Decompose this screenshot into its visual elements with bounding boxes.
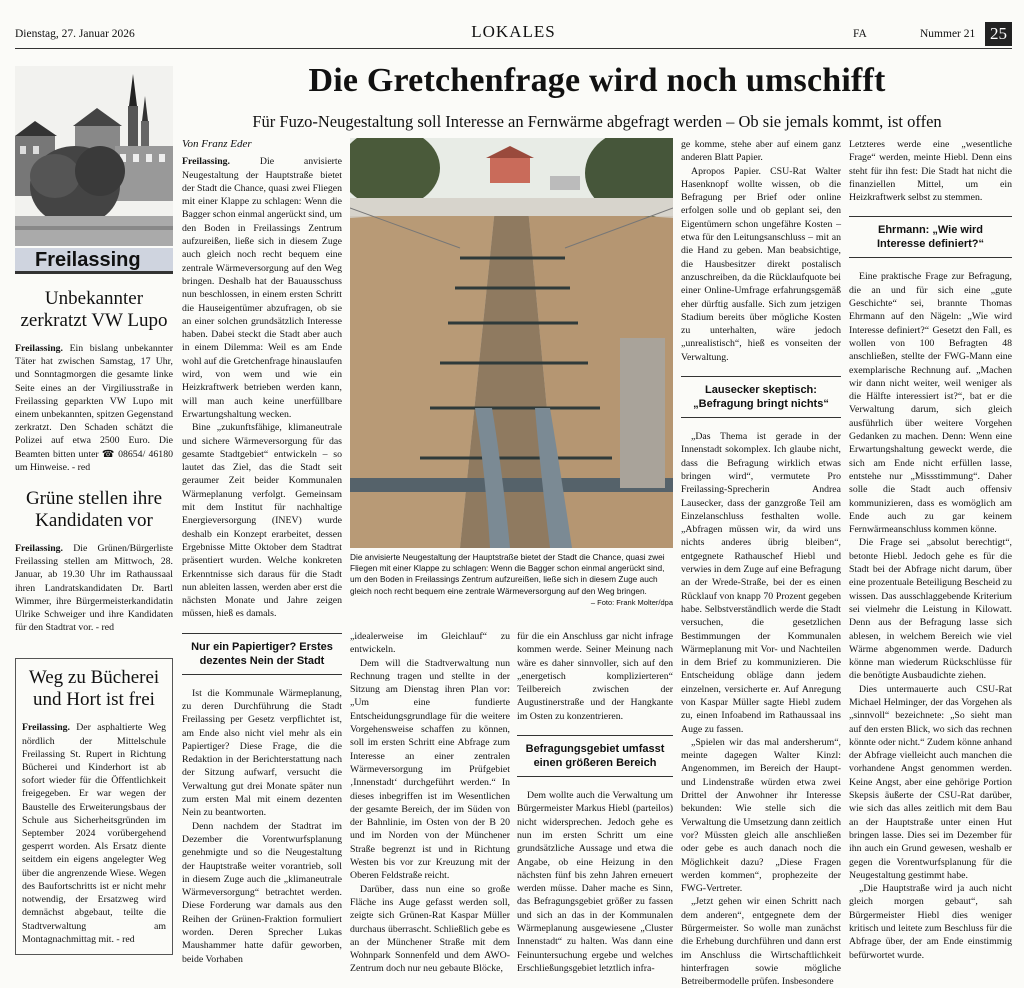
article-paragraph: Denn nachdem der Stadtrat im Dezember die Vorentwurfsplanung genehmigte und so die Neugestaltung der Hauptstraße weiter vorantrieb, soll in diesem Zuge auch die „klimaneutrale Wärmeversorgung“ betrachtet werden. Diese Forderung war damals aus den Reihen der Grünen-Fraktion formuliert worden. Deren Sprecher Lukas Maushammer hatte dafür geworben, beide Vorhaben xyxy=(182,820,342,965)
article-column-1 xyxy=(182,138,342,966)
article-text: Die anvisierte Neugestaltung der Hauptstraße bietet der Stadt die Chance, quasi zwei Fliegen mit einer Klappe zu schlagen: Wenn die Bagger schon einmal angerückt sind, um den Boden in Freilassings Zentrum aufzureißen, ließe sich in diesem Zuge auch gleich noch recht bequem eine zentrale Wärmeversorgung auf den Weg bringen. Deshalb hat der Bauausschuss nun beschlossen, in einem ersten Schritt die Hauseigentümer abzufragen, ob sie an einer solchen grundsätzlich Interesse haben. Dabei steckt die Stadt aber auch in einem Dilemma: Weil es am Ende wohl auf die Gretchenfrage hinauslaufen wird, von wem und wie ein Heizkraftwerk betrieben werden kann, will man auch keine unerfüllbare Erwartungshaltung wecken. xyxy=(182,156,342,420)
story1-headline: Unbekannter zerkratzt VW Lupo xyxy=(20,288,168,331)
article-paragraph: Dem will die Stadtverwaltung nun Rechnung tragen und stellte in der Sitzung am Dienstag ihren Plan vor: „Um eine fundierte Entscheidungsgrundlage für die weitere Vorgehensweise schaffen zu können, soll im ersten Schritt eine Abfrage zum Interesse an einer zentralen Wärmeversorgung im Prüfgebiet ‚Innenstadt‘ durchgeführt werden.“ In dieses inbegriffen ist im Wesentlichen der gesamte Bereich, der im Süden von der Bahnlinie, im Osten von der B 20 und im Norden von der Münchener Straße begrenzt ist und in Richtung Westen bis vor zur Kreuzung mit der Oberen Feldstraße reicht. xyxy=(350,657,510,882)
story3-text: Der asphaltierte Weg nördlich der Mittelschule Freilassing St. Rupert in Richtung Bücherei und Kinderhort ist ab sofort wieder für die Öffentlichkeit freigegeben. Er war wegen der Baustelle des Erweiterungsbaus der Schule aus Sicherheitsgründen im September 2024 vorübergehend gesperrt worden. Als Ersatz diente seitdem ein eigens angelegter Weg über die angrenzende Wiese. Wegen des Baufortschritts ist er nicht mehr notwendig, der Ersatzweg wird demnächst abgebaut, teilte die Stadtverwaltung am Montagnachmittag mit. - red xyxy=(22,722,166,945)
article-paragraph: „idealerweise im Gleichlauf“ zu entwickeln. xyxy=(350,631,510,656)
subhead-lausecker: Lausecker skeptisch: „Befragung bringt nichts“ xyxy=(681,376,841,418)
story2-text: Die Grünen/Bürgerliste Freilassing stellen am Mittwoch, 28. Januar, ab 19.30 Uhr im Rathaussaal ihren Landratskandidaten Dr. Bartl Wimmer, ihre Bürgermeisterkandidatin Ulrike Schweiger und ihre Kandidaten für den Stadtrat vor. - red xyxy=(15,543,173,634)
issue-date: Dienstag, 27. Januar 2026 xyxy=(15,28,135,40)
story2-dateline: Freilassing. xyxy=(15,543,63,555)
photo-credit: – Foto: Frank Molter/dpa xyxy=(590,597,673,607)
construction-site-photo xyxy=(350,138,673,548)
story1-dateline: Freilassing. xyxy=(15,343,63,354)
article-paragraph: Letzteres werde eine „wesentliche Frage“ werden, meinte Hiebl. Denn eins steht für ihn fest: Die Stadt hat nicht die finanziellen Mittel, um ein Heizkraftwerk selbst zu stemmen. xyxy=(849,139,1012,204)
article-paragraph: Dem wollte auch die Verwaltung um Bürgermeister Markus Hiebl (parteilos) nicht widersprechen. Jedoch gehe es nun im ersten Schritt um eine grundsätzliche Aussage und etwa die Angabe, ob eine Heizung in den nächsten fünf bis zehn Jahren erneuert werden müsse. Daher mache es Sinn, das Befragungsgebiet größer zu fassen und sich an das in der Kommunalen Wärmeplanung ausgewiesene „Cluster Innenstadt“ zu halten. Was dann eine Feinuntersuchung ergebe und welches Erschließungsgebiet letztlich infra- xyxy=(517,790,673,974)
article-subtitle: Für Fuzo-Neugestaltung soll Interesse an Fernwärme abgefragt werden – Ob sie jemals kommt, ist offen xyxy=(252,112,942,131)
article-paragraph: „Das Thema ist gerade in der Innenstadt sokomplex. Ich glaube nicht, dass die Befragung wirklich etwas bringen wird“, vermutete Pro Freilassing-Sprecherin Andrea Lausecker, dass der ganzgroße Teil am Einzelanschluss festhalten wolle. „Abfragen müssen wir, da wird uns nichts anderes übrig bleiben“, entgegnete Rathauschef Hiebl und verwies in dem Zuge auf eine Befragung an der Wrede-Straße, bei der es einen Rücklauf von knapp 70 Prozent gegeben habe. Selbstverständlich werde die Stadt versuchen, die gesetzlichen Bestimmungen der Kommunalen Wärmeplanung mit Vor- und Nachteilen in dem Brief zu kommunizieren. Die Entscheidung obläge dann jedem einzelnen, versicherte er. Auf Anregung von Kaspar Müller sagte Hiebl zudem zu, einen Infoabend im Rathaussaal ins Auge zu fassen. xyxy=(681,431,841,735)
town-label: Freilassing xyxy=(15,248,173,274)
subhead-befragungsgebiet: Befragungsgebiet umfasst einen größeren Bereich xyxy=(517,735,673,777)
article-column-5 xyxy=(849,138,1012,962)
article-paragraph: Darüber, dass nun eine so große Fläche ins Auge gefasst werden soll, zeigte sich Grünen-Rat Kaspar Müller durchaus überrascht. Schließlich gebe es an der Münchener Straße mit dem Wohnpark Sonnenfeld und dem AWO-Zentrum doch nur neu gebaute Blöcke, xyxy=(350,883,510,975)
article-paragraph: Die Frage sei „absolut berechtigt“, betonte Hiebl. Jedoch gehe es für die Stadt bei der Abfrage nicht darum, über eine prozentuale Beteiligung Bescheid zu wissen. Das ausschlaggebende Kriterium sei vielmehr die Leistung in Kilowatt. Denn aus der Befragung lasse sich ablesen, in welchem Bereich wie viel Wärme abgenommen werde. Dadurch könne man wiederum Rückschlüsse für die benötigte Ausbaudichte ziehen. xyxy=(849,537,1012,682)
story2-body xyxy=(15,542,173,634)
article-title: Die Gretchenfrage wird noch umschifft xyxy=(308,62,886,99)
story3-body xyxy=(22,721,166,945)
caption-text: Die anvisierte Neugestaltung der Hauptstraße bietet der Stadt die Chance, quasi zwei Fliegen mit einer Klappe zu schlagen: Wenn die Bagger schon einmal angerückt sind, um den Boden in Freilassings Zentrum aufzureißen, ließe sich in diesem Zuge auch gleich noch recht bequem eine zentrale Wärmeversorgung auf den Weg bringen. xyxy=(350,552,665,596)
header-rule xyxy=(15,48,1012,49)
story1-body xyxy=(15,342,173,474)
photo-caption xyxy=(350,552,673,608)
article-paragraph: für die ein Anschluss gar nicht infrage kommen werde. Seiner Meinung nach wäre es daher sinnvoller, sich auf den „energetisch komplizierteren“ Teilbereich zwischen der Augustinerstraße und der Hangkante im Osten zu konzentrieren. xyxy=(517,631,673,722)
story3-headline: Weg zu Bücherei und Hort ist frei xyxy=(28,667,160,711)
subhead-ehrmann: Ehrmann: „Wie wird Interesse definiert?“ xyxy=(849,216,1012,258)
article-paragraph xyxy=(182,155,342,421)
story2-headline: Grüne stellen ihre Kandidaten vor xyxy=(25,488,163,532)
sidebar xyxy=(15,66,173,955)
article-paragraph: „Die Hauptstraße wird ja auch nicht gleich morgen gebaut“, sah Bürgermeister Hiebl dies weniger kritisch und leitete zum Beschluss für die Abfrage über, der am Ende einstimmig befürwortet wurde. xyxy=(849,883,1012,961)
town-skyline-photo xyxy=(15,66,173,246)
article-paragraph: Eine praktische Frage zur Befragung, die an und für sich eine „gute Geschichte“ sei, brannte Thomas Ehrmann auf den Nägeln: „Wie wird Interesse definiert?“ Gesetzt den Fall, es wollen von 100 Befragten 48 anschließen, stellte der FWG-Mann eine exemplarische Rechnung auf. „Machen wir dann nicht weiter, weil weniger als die Hälfte interessiert ist?“, bat er die Verwaltung darum, sich gleich ausführlich über weitere Vorgehen Gedanken zu machen. Denn: Wenn eine Erwartungshaltung geweckt werde, die sich am Ende nicht erfüllen lasse, entstehe nur „Missstimmung“. Daher solle die Stadt auch offensiv kommunizieren, dass es womöglich am Ende auch zu gar keinem Fernwärmeanschluss kommen könne. xyxy=(849,271,1012,536)
article-paragraph: „Spielen wir das mal andersherum“, meinte dagegen Walter Kinzl: Angenommen, im Bereich der Haupt- und Lindenstraße würden etwa zwei Drittel der Anwohner ihr Interesse bekunden: Wie stelle sich die Verwaltung die Umsetzung dann zeitlich vor? Müssten gleich alle anschließen oder gebe es auch danach noch die Möglichkeit dazu? „Diese Fragen werden kommen“, prophezeite der FWG-Vertreter. xyxy=(681,736,841,895)
page-header xyxy=(15,22,1012,46)
article-paragraph: Apropos Papier. CSU-Rat Walter Hasenknopf wollte wissen, ob die Befragung per Brief oder online erfolgen solle und ob geplant sei, den Eigentümern schon ungefähre Kosten – etwa für den Leitungsanschluss – mit an die Hand zu geben. Man beabsichtige, die Hausbesitzer direkt postalisch anzuschreiben, da die Rücklaufquote bei einer Online-Umfrage erfahrungsgemäß eher dürftig ausfalle. Sich zum jetzigen Stadium bereits über mögliche Kosten zu unterhalten, wäre jedoch „unrealistisch“, hieß es vonseiten der Verwaltung. xyxy=(681,165,841,363)
subhead-papiertiger: Nur ein Papiertiger? Erstes dezentes Nein der Stadt xyxy=(182,633,342,675)
story1-text: Ein bislang unbekannter Täter hat zwischen Samstag, 17 Uhr, und Sonntagmorgen die gesamte linke Seite eines an der Virgiliusstraße in Freilassing geparkten VW Lupo mit einem unbekannten, spitzen Gegenstand zerkratzt. Den Schaden schätzt die Polizei auf etwa 2500 Euro. Die Beamten bitten unter ☎ 08654/ 46180 um Hinweise. - red xyxy=(15,343,173,473)
article-column-4 xyxy=(681,138,841,988)
paper-abbreviation: FA xyxy=(853,28,867,40)
article-column-2 xyxy=(350,630,510,976)
article-column-3 xyxy=(517,630,673,975)
article-paragraph: Dies untermauerte auch CSU-Rat Michael Helminger, der das Vorgehen als „sinnvoll“ bezeichnete: „So sieht man auf den ersten Blick, wo sich das rechnen könnte oder nicht.“ Zudem könne anhand der Abfrage vielleicht auch manchen die vorhandene Angst genommen werden. Keine Angst, aber eine gehörige Portion Skepsis äußerte der CSU-Rat darüber, wie sich das alles zeitlich mit dem Bau an der Hauptstraße unter einen Hut bringen lasse. Dies sei im Dezember für ihn auch ein Grund gewesen, weshalb er gegen die Vorentwurfsplanung für die Neugestaltung gestimmt habe. xyxy=(849,683,1012,881)
article-paragraph: Ist die Kommunale Wärmeplanung, zu deren Durchführung die Stadt Freilassing per Gesetz verpflichtet ist, am Ende also nicht viel mehr als ein Papiertiger? Diese Frage, die die Redaktion in der Berichterstattung nach der Sitzung aufwarf, versucht die Verwaltung gut drei Monate später nun zum ersten Mal mit einem dezenten Nein zu beantworten. xyxy=(182,687,342,819)
story3-dateline: Freilassing. xyxy=(22,722,70,734)
section-title: LOKALES xyxy=(471,22,556,41)
article-paragraph: „Jetzt gehen wir einen Schritt nach dem anderen“, entgegnete dem der Bürgermeister. So wolle man zunächst die Erhebung durchführen und dann erst im Anschluss die Wirtschaftlichkeit hinterfragen sowie mögliche Betreibermodelle prüfen. Insbesondere xyxy=(681,896,841,988)
article-author: Von Franz Eder xyxy=(182,138,252,150)
story3-box xyxy=(15,658,173,954)
article-dateline: Freilassing. xyxy=(182,156,230,168)
article-paragraph: Bine „zukunftsfähige, klimaneutrale und sichere Wärmeversorgung für das gesamte Stadtgebiet“ entwickeln – so lautet das Ziel, das die Stadt seit geraumer Zeit beider Kommunalen Wärmeplanung verfolgt. Gemeinsam mit dem Institut für nachhaltige Energieversorgung (INEV) wurde deshalb ein Konzept erarbeitet, dessen Ergebnisse Mitte Oktober dem Stadtrat präsentiert wurden. Welche konkreten Erkenntnisse sich daraus für die Stadt nun ableiten lassen, werden aber erst die nächsten Monate und Jahre zeigen müssen, hieß es damals. xyxy=(182,422,342,620)
page-number: 25 xyxy=(985,22,1012,46)
article-paragraph: ge komme, stehe aber auf einem ganz anderen Blatt Papier. xyxy=(681,139,841,164)
issue-number: Nummer 21 xyxy=(920,28,976,40)
